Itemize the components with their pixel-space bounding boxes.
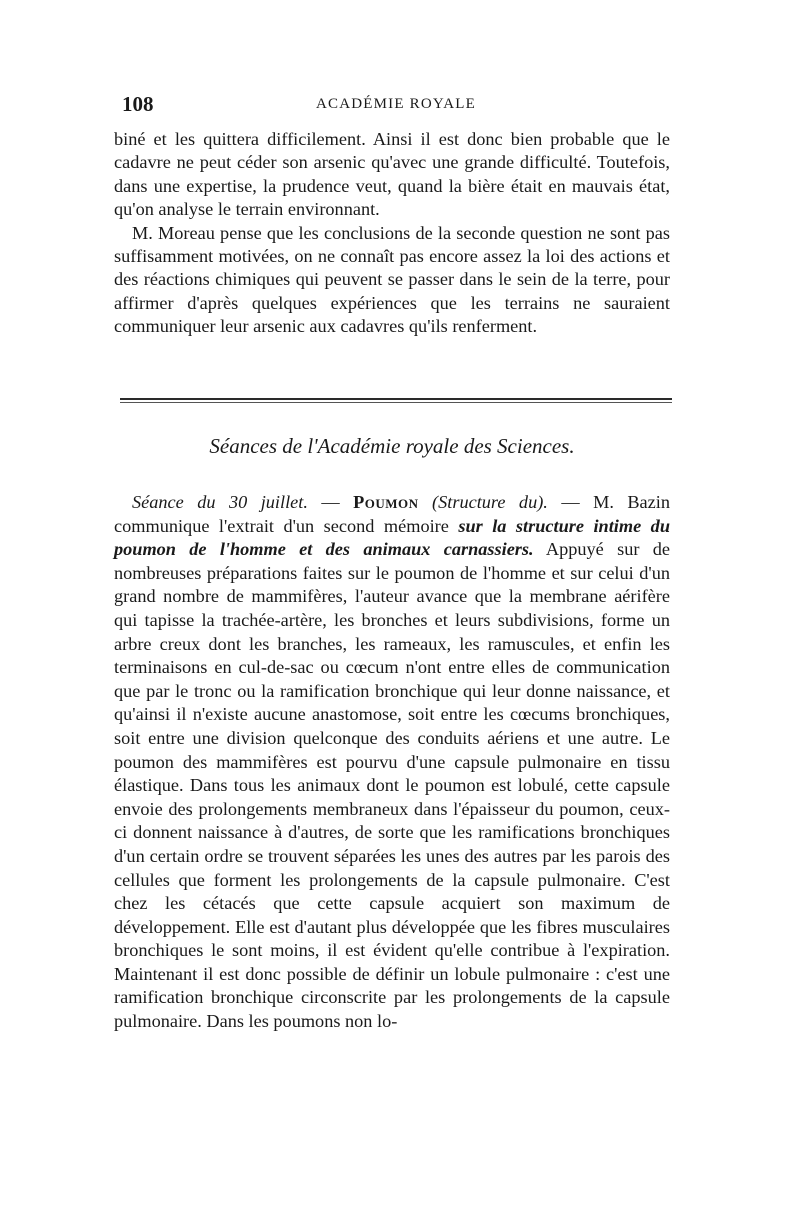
section-title: Séances de l'Académie royale des Sciences. — [209, 434, 575, 458]
memoir-title: sur la structure intime du poumon de l'homme et des animaux carnassiers. — [114, 515, 670, 560]
lead-text: M. Bazin communique l'extrait d'un second mémoire — [114, 492, 671, 536]
seance-date: Séance du 30 juillet. — [132, 492, 308, 512]
page-header — [122, 92, 670, 122]
dash: — — [307, 492, 354, 512]
paragraph-seance — [114, 491, 670, 1034]
paragraph-moreau: M. Moreau pense que les conclusions de la seconde question ne sont pas suffisamment motivées, on ne connaît pas encore assez la loi des actions et des réactions chimiques qui peuvent se passer dans le sein de la terre, pour affirmer d'après quelques expériences que les terrains ne sauraient communiquer leur arsenic aux cadavres qu'ils renferment. — [114, 222, 670, 337]
seance-text-block — [114, 491, 670, 1034]
subject-paren: (Structure du). — [418, 492, 548, 512]
paragraph-continuation: biné et les quittera difficilement. Ainsi il est donc bien probable que le cadavre ne peut céder son arsenic qu'avec une grande difficulté. Toutefois, dans une expertise, la prudence veut, quand la bière était en mauvais état, qu'on analyse le terrain environnant. — [114, 129, 670, 220]
section-divider — [120, 398, 672, 400]
body-text: Appuyé sur de nombreuses préparations faites sur le poumon de l'homme et sur celui d'un grand nombre de mammifères, l'auteur avance que la membrane aérifère qui tapisse la trachée-artère, les bronches et leurs subdivisions, forme un arbre creux dont les branches, les rameaux, les ramuscules, et enfin les terminaisons en cul-de-sac ou cœcum n'ont entre elles de communication que par le tronc ou la ramification bronchique qui leur donne naissance, et qu'ainsi il n'existe aucune anastomose, soit entre les cœcums bronchiques, soit entre une division quelconque des conduits aériens et une autre. Le poumon des mammifères est pourvu d'une capsule pulmonaire en tissu élastique. Dans tous les animaux dont le poumon est lobulé, cette capsule envoie des prolongements membraneux dans l'épaisseur du poumon, ceux-ci donnent naissance à d'autres, de sorte que les ramifications bronchiques d'un certain ordre se trouvent séparées les unes des autres par les parois des cellules que forment les prolongements de la capsule pulmonaire. C'est chez les cétacés que cette capsule acquiert son maximum de développement. Elle est d'autant plus développée que les fibres musculaires bronchiques le sont moins, il est évident qu'elle contribue à l'expiration. Maintenant il est donc possible de définir un lobule pulmonaire : c'est une ramification bronchique circonscrite par les prolongements de la capsule pulmonaire. Dans les poumons non lo- — [114, 539, 670, 1032]
dash: — — [547, 492, 594, 512]
top-text-block — [114, 128, 670, 339]
subject-word: Poumon — [353, 492, 419, 512]
page-number: 108 — [122, 92, 154, 116]
running-head: ACADÉMIE ROYALE — [315, 96, 477, 112]
